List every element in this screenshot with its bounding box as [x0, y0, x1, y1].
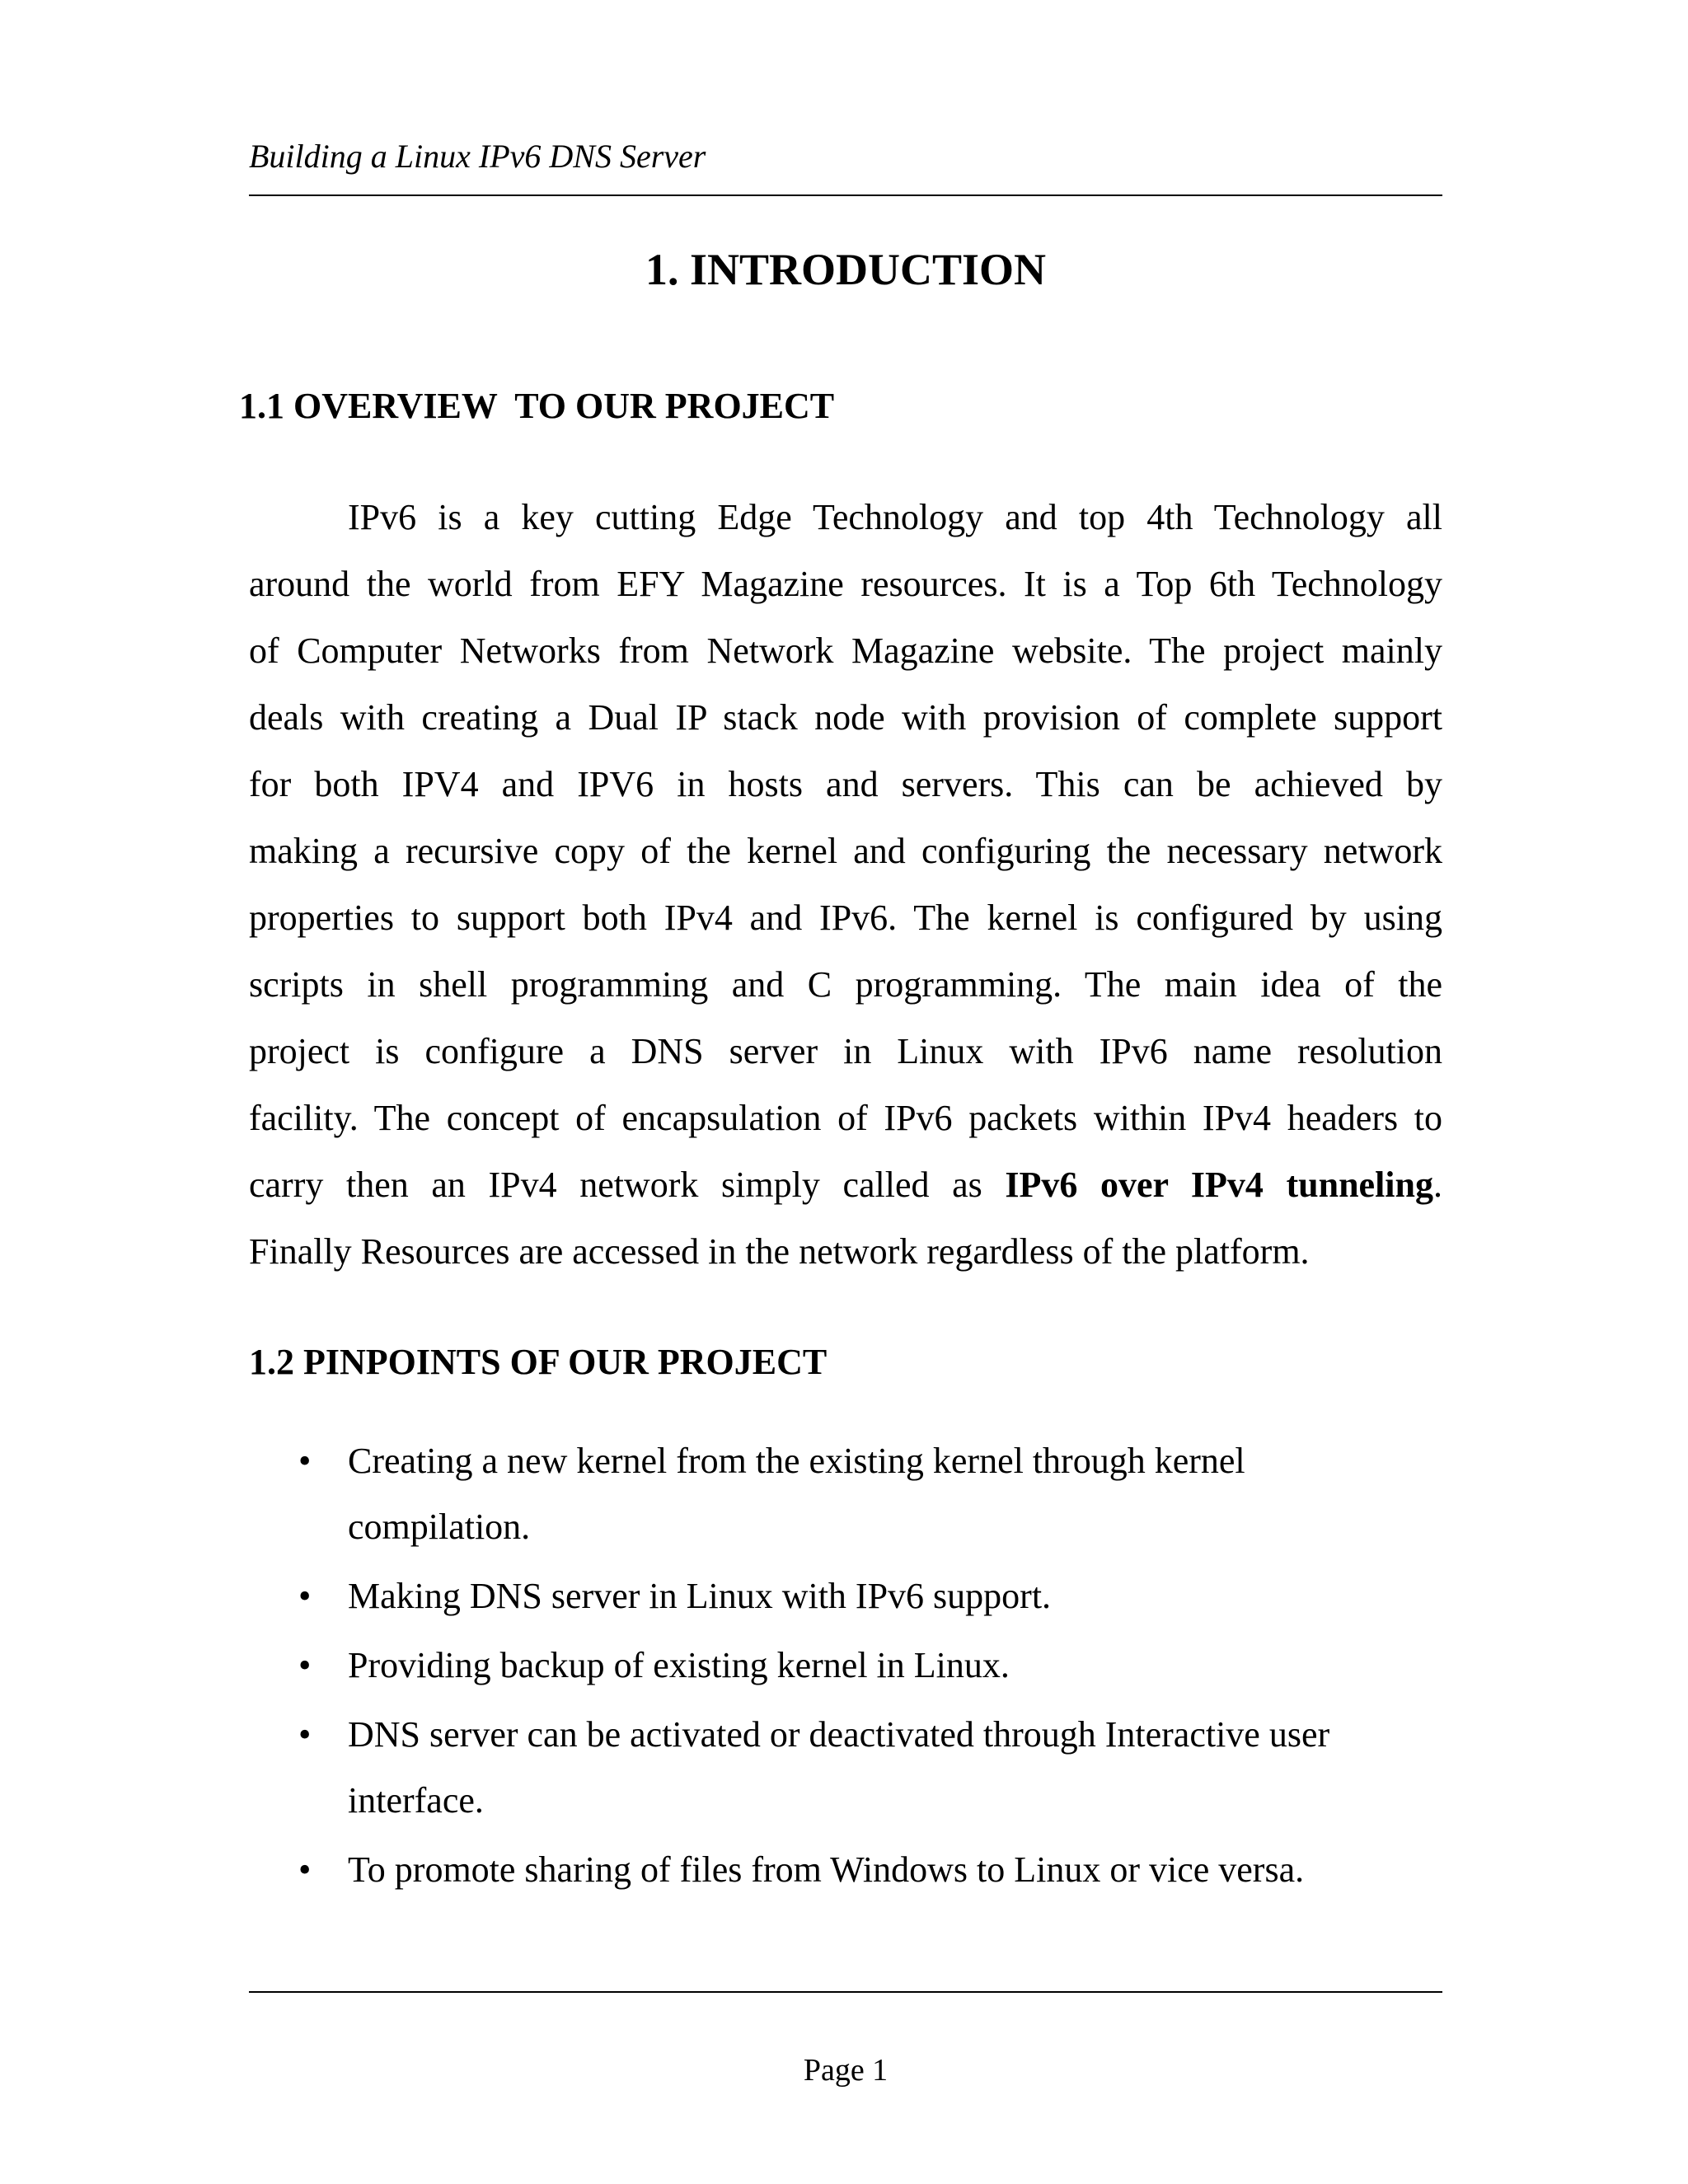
paragraph-line: facility. The concept of encapsulation of IPv6 packets within IPv4 headers to	[249, 1098, 1442, 1138]
paragraph-line: of Computer Networks from Network Magazine website. The project mainly	[249, 630, 1442, 671]
pinpoints-list	[249, 1428, 1442, 1906]
list-item	[249, 1702, 1442, 1834]
list-item-text: interface.	[348, 1780, 484, 1821]
line-text-before: carry then an IPv4 network simply called as	[249, 1165, 1006, 1205]
bullet-icon: •	[298, 1645, 312, 1685]
list-item-text: Providing backup of existing kernel in Linux.	[348, 1645, 1010, 1685]
section-heading-pinpoints: 1.2 PINPOINTS OF OUR PROJECT	[249, 1342, 828, 1382]
list-item	[249, 1428, 1442, 1560]
list-item-text: compilation.	[348, 1507, 531, 1547]
paragraph-line: deals with creating a Dual IP stack node with provision of complete support	[249, 697, 1442, 738]
paragraph-last-line: Finally Resources are accessed in the network regardless of the platform.	[249, 1231, 1310, 1272]
list-item	[249, 1633, 1442, 1699]
bullet-icon: •	[298, 1849, 312, 1890]
paragraph-line: scripts in shell programming and C programming. The main idea of the	[249, 964, 1442, 1005]
list-item	[249, 1563, 1442, 1629]
footer-rule	[249, 1991, 1442, 1993]
list-item-text: Creating a new kernel from the existing kernel through kernel	[348, 1441, 1245, 1481]
list-item-text: Making DNS server in Linux with IPv6 support.	[348, 1576, 1052, 1616]
paragraph-line: IPv6 is a key cutting Edge Technology and top 4th Technology all	[348, 497, 1442, 537]
line-text-after: .	[1433, 1165, 1443, 1205]
overview-paragraph	[249, 492, 1442, 1293]
chapter-title: 1. INTRODUCTION	[645, 245, 1047, 294]
page-number: Page 1	[803, 2053, 889, 2088]
paragraph-line-with-bold	[249, 1160, 1442, 1226]
list-item	[249, 1837, 1442, 1903]
paragraph-line: making a recursive copy of the kernel and configuring the necessary network	[249, 831, 1442, 871]
paragraph-line: for both IPV4 and IPV6 in hosts and servers. This can be achieved by	[249, 764, 1442, 804]
bullet-icon: •	[298, 1576, 312, 1616]
running-header: Building a Linux IPv6 DNS Server	[249, 138, 706, 175]
paragraph-line: around the world from EFY Magazine resources. It is a Top 6th Technology	[249, 564, 1442, 604]
header-rule	[249, 194, 1442, 196]
paragraph-line: properties to support both IPv4 and IPv6. The kernel is configured by using	[249, 898, 1442, 938]
list-item-text: To promote sharing of files from Windows to Linux or vice versa.	[348, 1849, 1305, 1890]
bullet-icon: •	[298, 1441, 312, 1481]
bold-term-tunneling: IPv6 over IPv4 tunneling	[1005, 1165, 1434, 1205]
list-item-text: DNS server can be activated or deactivated through Interactive user	[348, 1714, 1330, 1755]
paragraph-line: project is configure a DNS server in Linux with IPv6 name resolution	[249, 1031, 1442, 1071]
bullet-icon: •	[298, 1714, 312, 1755]
section-heading-overview: 1.1 OVERVIEW TO OUR PROJECT	[239, 386, 835, 426]
